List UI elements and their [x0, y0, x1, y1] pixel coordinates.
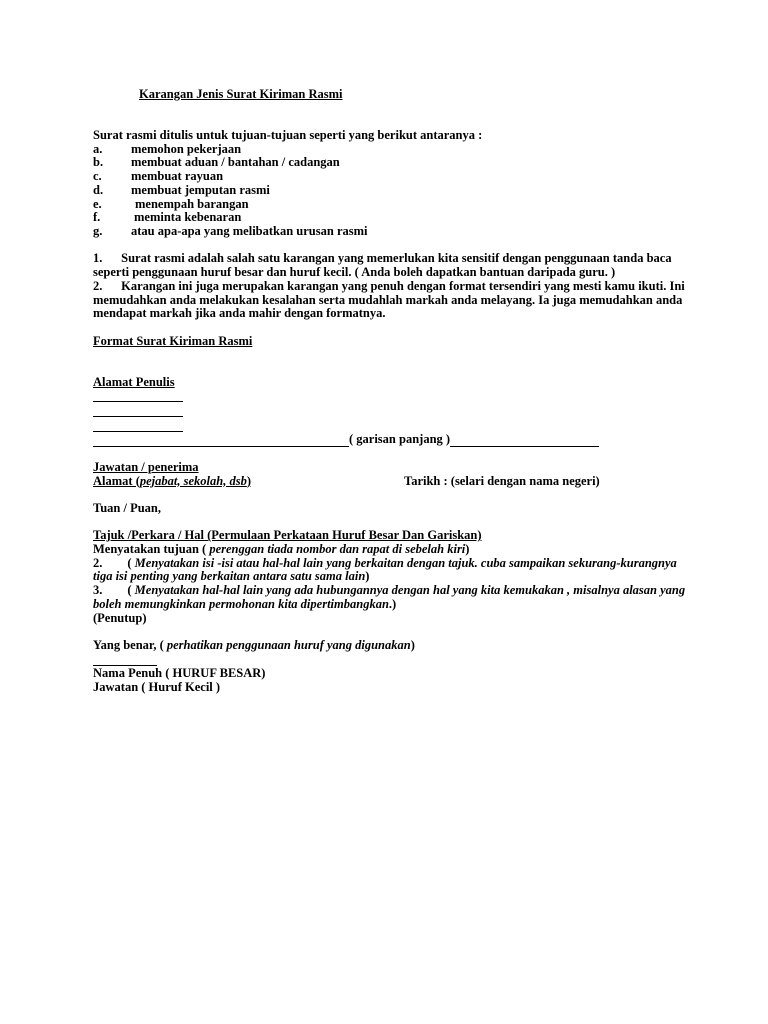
list-text: meminta kebenaran [134, 210, 242, 225]
long-line [450, 435, 599, 447]
list-letter: a. [93, 141, 103, 156]
list-item [93, 143, 693, 157]
body-paragraph-3: 3. ( Menyatakan hal-hal lain yang ada hubungannya dengan hal yang kita kemukakan , misalnya alasan yang boleh memungkinkan permohonan kita dipertimbangkan.) [93, 583, 689, 611]
list-item [93, 225, 693, 239]
list-item [93, 156, 693, 170]
list-letter: b. [93, 155, 104, 170]
yang-benar-line: Yang benar, ( perhatikan penggunaan huruf yang digunakan) [93, 637, 415, 652]
long-line [93, 435, 349, 447]
alamat-penulis-label: Alamat Penulis [93, 374, 175, 389]
note-paragraph: 1. Surat rasmi adalah salah satu karangan yang memerlukan kita sensitif dengan penggunaan tanda baca seperti penggunaan huruf besar dan huruf kecil. ( Anda boleh dapatkan bantuan daripada guru. ) [93, 251, 675, 280]
list-text: memohon pekerjaan [131, 141, 242, 156]
alamat-tarikh-row [93, 475, 693, 489]
purpose-list [93, 143, 693, 239]
list-text: membuat aduan / bantahan / cadangan [131, 155, 340, 170]
format-heading: Format Surat Kiriman Rasmi [93, 333, 253, 348]
list-letter: g. [93, 224, 103, 238]
tarikh-label: Tarikh : (selari dengan nama negeri) [404, 473, 600, 488]
document-page [93, 88, 693, 695]
list-letter: d. [93, 182, 104, 197]
body-paragraph-2: 2. ( Menyatakan isi -isi atau hal-hal lain yang berkaitan dengan tajuk. cuba sampaikan sekurang-kurangnya tiga isi penting yang berkaitan antara satu sama lain) [93, 555, 680, 584]
list-letter: e. [93, 196, 102, 211]
address-line [93, 404, 183, 417]
address-line [93, 389, 183, 402]
alamat-label: Alamat (pejabat, sekolah, dsb) [93, 473, 251, 488]
intro-text: Surat rasmi ditulis untuk tujuan-tujuan seperti yang berikut antaranya : [93, 128, 483, 143]
list-item [93, 198, 693, 212]
jawatan-penerima-label: Jawatan / penerima [93, 459, 199, 474]
list-item [93, 184, 693, 198]
nama-penuh-label: Nama Penuh ( HURUF BESAR) [93, 666, 266, 681]
garisan-panjang-label: ( garisan panjang ) [349, 432, 451, 447]
note-paragraph: 2. Karangan ini juga merupakan karangan yang penuh dengan format tersendiri yang mesti kamu ikuti. Ini memudahkan anda melakukan kesalahan serta mudahlah markah anda melayang. Ia juga memudahkan anda mendapat markah jika anda mahir dengan formatnya. [93, 278, 688, 321]
list-text: menempah barangan [135, 196, 249, 211]
document-title: Karangan Jenis Surat Kiriman Rasmi [139, 87, 343, 101]
list-letter: f. [93, 210, 101, 225]
signature-line [93, 653, 157, 666]
salutation: Tuan / Puan, [93, 500, 161, 515]
long-divider-row [93, 433, 693, 447]
address-line [93, 419, 183, 432]
list-text: membuat jemputan rasmi [131, 182, 270, 197]
body-paragraph-1: Menyatakan tujuan ( perenggan tiada nombor dan rapat di sebelah kiri) [93, 542, 470, 557]
list-letter: c. [93, 169, 102, 184]
list-text: atau apa-apa yang melibatkan urusan rasmi [131, 224, 368, 238]
jawatan-label: Jawatan ( Huruf Kecil ) [93, 680, 221, 695]
penutup-label: (Penutup) [93, 610, 147, 625]
list-item [93, 211, 693, 225]
list-text: membuat rayuan [131, 169, 224, 184]
list-item [93, 170, 693, 184]
tajuk-heading: Tajuk /Perkara / Hal (Permulaan Perkataan Huruf Besar Dan Gariskan) [93, 528, 482, 543]
